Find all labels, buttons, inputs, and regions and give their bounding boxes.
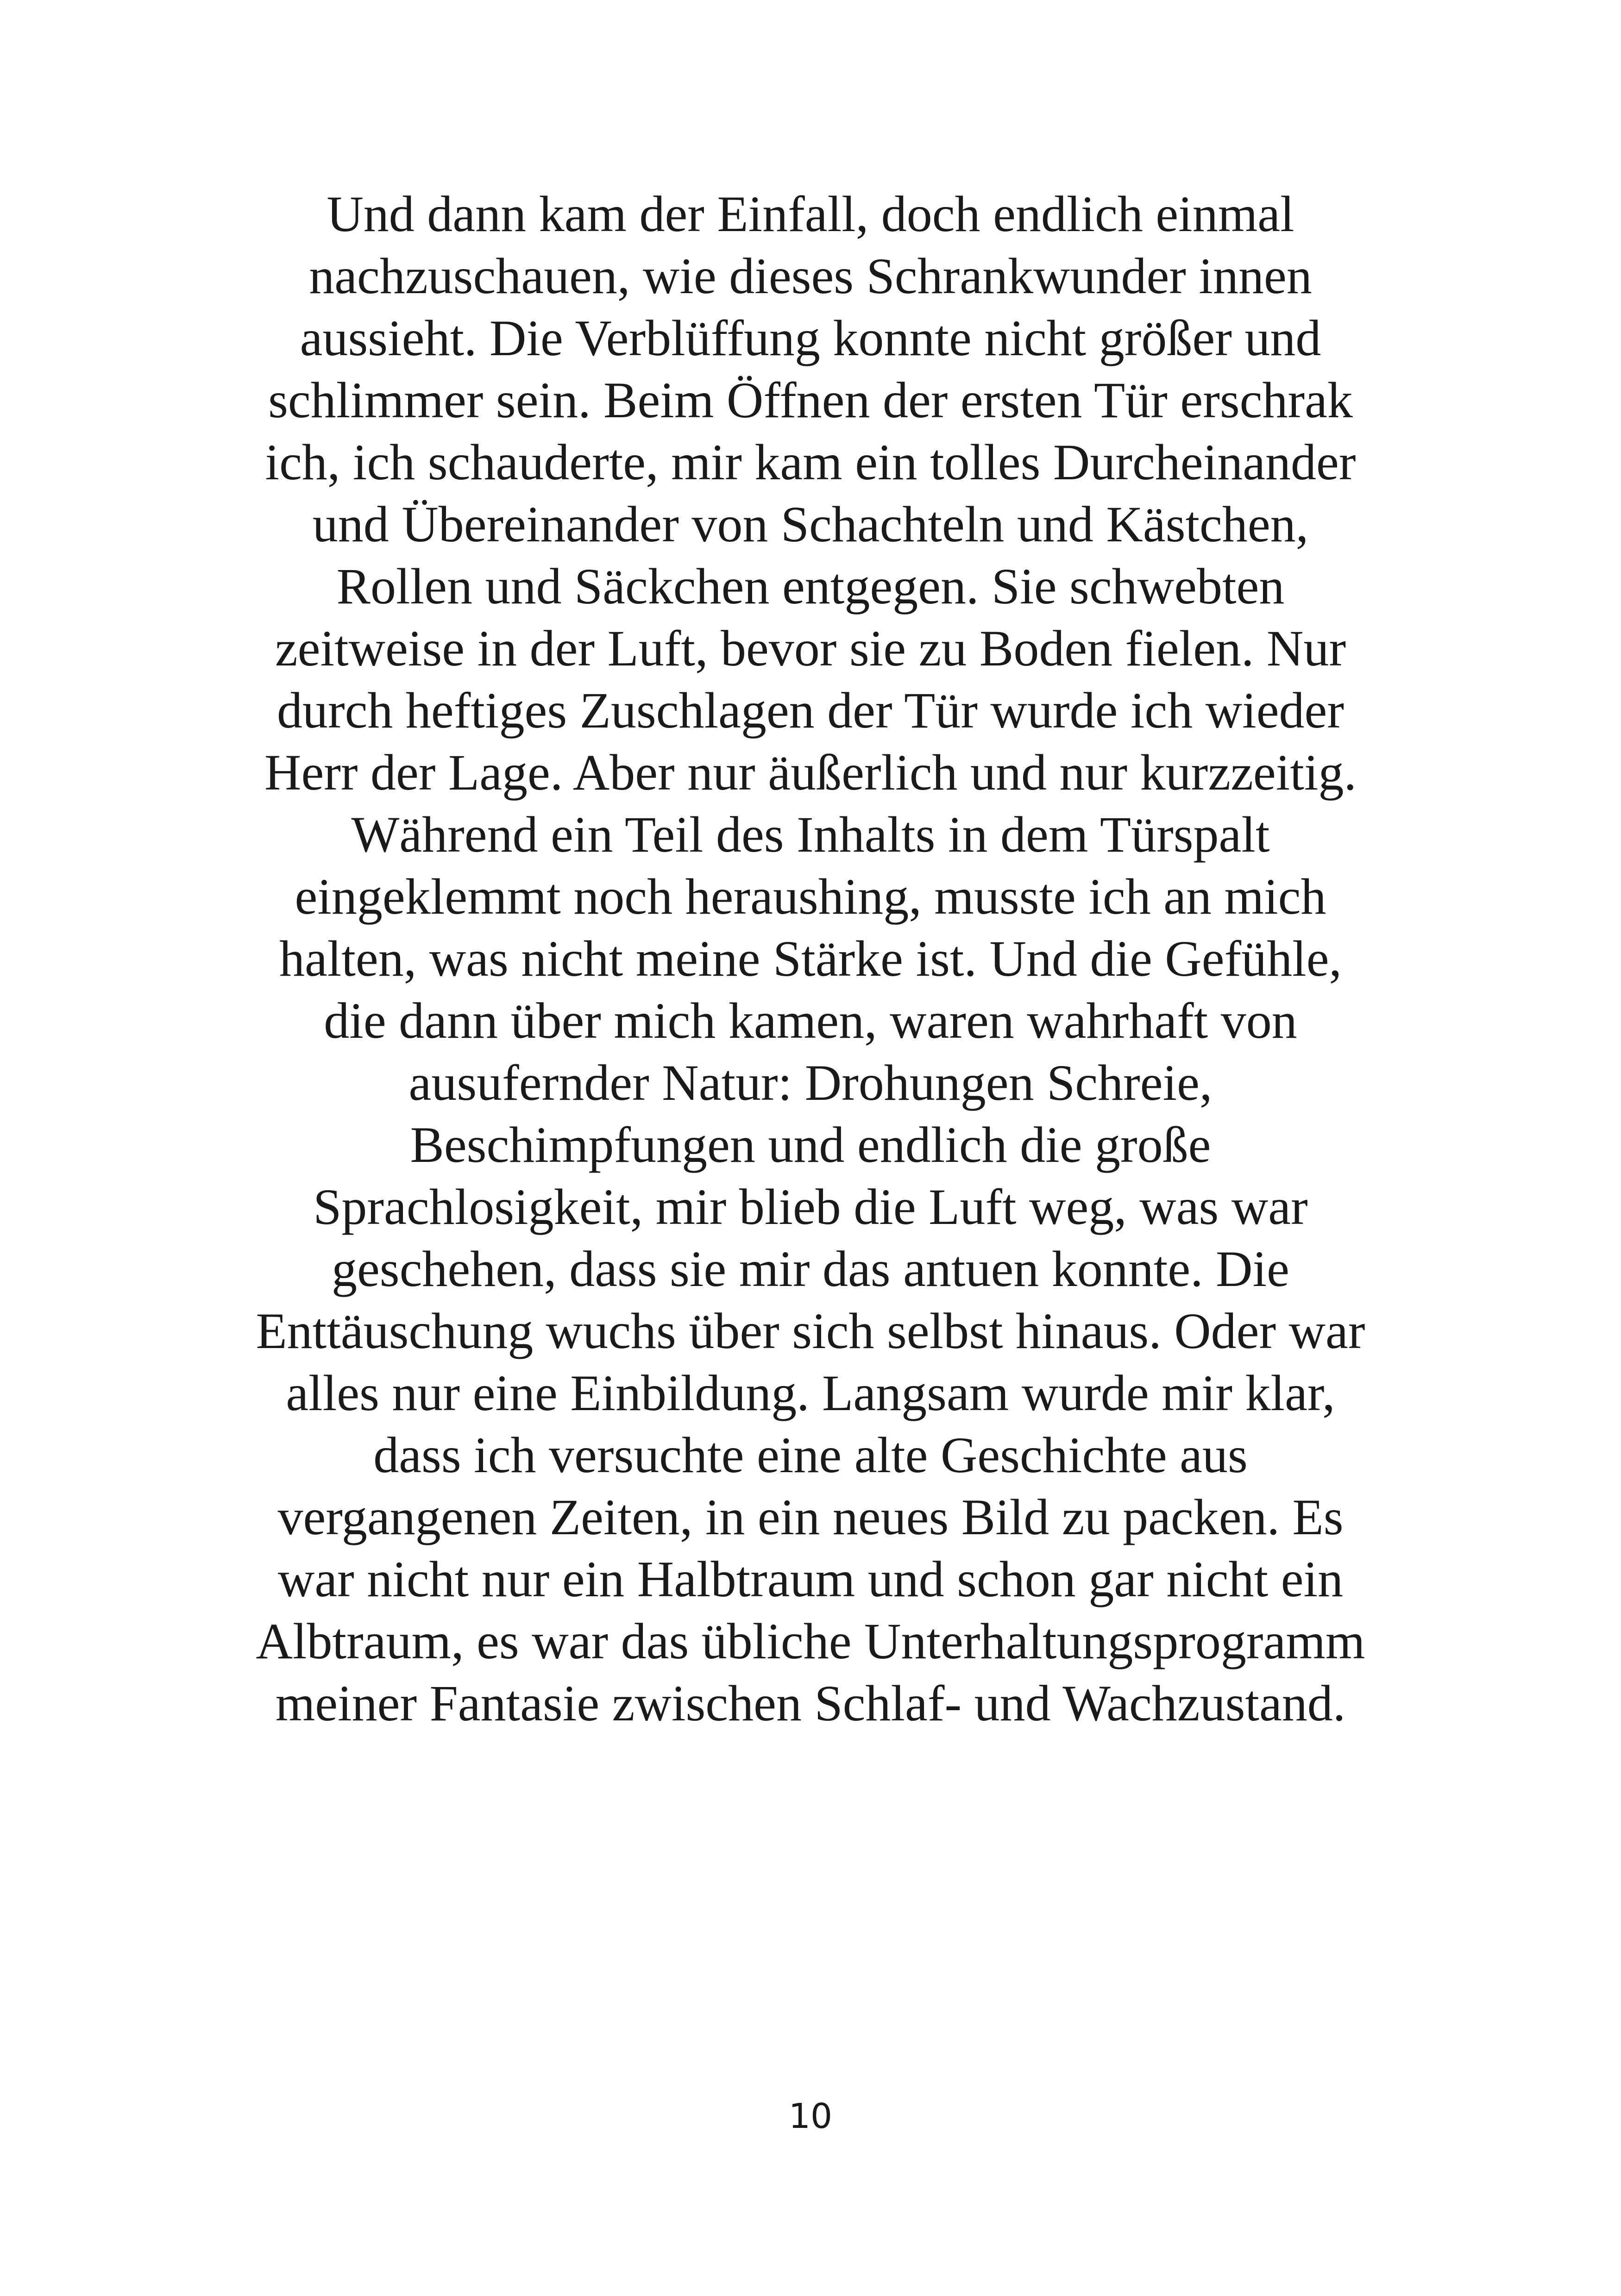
text-line: halten, was nicht meine Stärke ist. Und die Gefühle, bbox=[279, 930, 1342, 987]
text-line: alles nur eine Einbildung. Langsam wurde mir klar, bbox=[286, 1365, 1335, 1421]
page-number: 10 bbox=[788, 2096, 833, 2136]
text-line: Herr der Lage. Aber nur äußerlich und nur kurzzeitig. bbox=[264, 744, 1357, 801]
text-line: Rollen und Säckchen entgegen. Sie schwebten bbox=[336, 558, 1285, 615]
text-line: eingeklemmt noch heraushing, musste ich an mich bbox=[295, 868, 1326, 925]
text-line: geschehen, dass sie mir das antuen konnte. Die bbox=[331, 1241, 1290, 1297]
text-line: Beschimpfungen und endlich die große bbox=[410, 1117, 1211, 1173]
body-text bbox=[195, 183, 1426, 1734]
text-line: die dann über mich kamen, waren wahrhaft von bbox=[324, 992, 1297, 1049]
text-line: Und dann kam der Einfall, doch endlich einmal bbox=[327, 186, 1294, 242]
text-line: und Übereinander von Schachteln und Kästchen, bbox=[312, 496, 1309, 552]
text-line: Enttäuschung wuchs über sich selbst hinaus. Oder war bbox=[256, 1303, 1365, 1359]
text-line: schlimmer sein. Beim Öffnen der ersten Tür erschrak bbox=[268, 372, 1353, 428]
text-line: zeitweise in der Luft, bevor sie zu Boden fielen. Nur bbox=[275, 620, 1346, 677]
text-line: durch heftiges Zuschlagen der Tür wurde ich wieder bbox=[276, 682, 1345, 739]
text-line: Albtraum, es war das übliche Unterhaltungsprogramm bbox=[256, 1613, 1365, 1669]
text-line: nachzuschauen, wie dieses Schrankwunder innen bbox=[309, 248, 1312, 304]
text-line: aussieht. Die Verblüffung konnte nicht größer und bbox=[300, 310, 1321, 366]
text-line: Während ein Teil des Inhalts in dem Türspalt bbox=[351, 806, 1270, 863]
text-line: dass ich versuchte eine alte Geschichte aus bbox=[373, 1427, 1248, 1483]
text-line: ausufernder Natur: Drohungen Schreie, bbox=[408, 1054, 1213, 1111]
text-line: Sprachlosigkeit, mir blieb die Luft weg, was war bbox=[313, 1179, 1308, 1235]
text-line: war nicht nur ein Halbtraum und schon gar nicht ein bbox=[277, 1551, 1344, 1607]
text-line: meiner Fantasie zwischen Schlaf- und Wachzustand. bbox=[275, 1675, 1346, 1731]
text-line: vergangenen Zeiten, in ein neues Bild zu packen. Es bbox=[277, 1489, 1344, 1545]
text-line: ich, ich schauderte, mir kam ein tolles Durcheinander bbox=[265, 434, 1356, 490]
